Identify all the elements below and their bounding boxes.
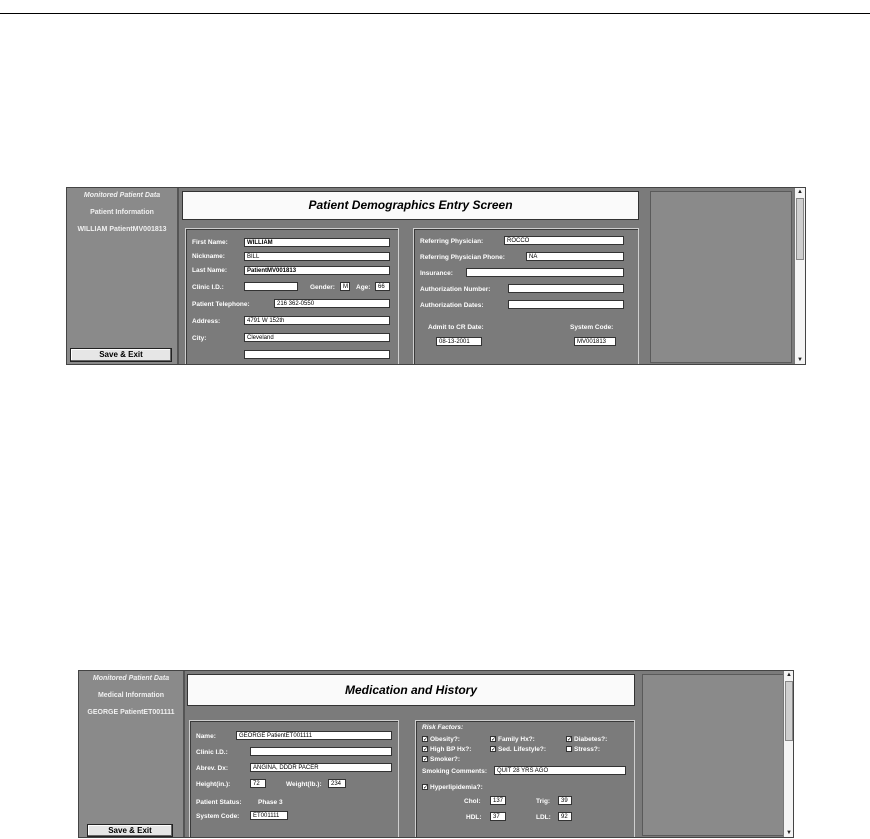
high-bp-checkbox[interactable]: ✓ [423,747,429,753]
system-code-label: System Code: [196,813,240,820]
save-exit-button[interactable]: Save & Exit [70,348,172,362]
auth-dates-field[interactable] [508,300,624,309]
ref-phone-label: Referring Physician Phone: [420,254,505,261]
diabetes-checkbox[interactable]: ✓ [567,737,573,743]
sidebar-title: Monitored Patient Data [83,192,161,199]
patient-demographics-screenshot [66,187,806,365]
scroll-down-arrow-icon[interactable]: ▼ [786,830,792,836]
sidebar-section[interactable]: Patient Information [90,209,154,216]
sidebar [67,188,179,364]
city-label: City: [192,335,207,342]
state-field[interactable] [244,350,390,359]
ldl-label: LDL: [536,814,551,821]
sidebar-patient[interactable]: GEORGE PatientET001111 [87,709,175,716]
clinic-id-label: Clinic I.D.: [196,749,228,756]
admit-date-label: Admit to CR Date: [428,324,484,331]
telephone-label: Patient Telephone: [192,301,250,308]
hyperlipidemia-label: Hyperlipidemia?: [430,784,483,791]
clinic-id-label: Clinic I.D.: [192,284,224,291]
clinic-id-field[interactable] [250,747,392,756]
family-hx-checkbox[interactable]: ✓ [491,737,497,743]
obesity-label: Obesity?: [430,736,460,743]
right-side-panel [642,674,784,836]
stress-checkbox[interactable] [566,746,572,752]
form-area [185,708,637,837]
chol-field[interactable]: 137 [490,796,506,805]
clinic-id-field[interactable] [244,282,298,291]
weight-label: Weight(lb.): [286,781,322,788]
sed-lifestyle-checkbox[interactable]: ✓ [491,747,497,753]
sidebar [79,671,185,837]
demographics-panel [185,228,399,365]
sidebar-section[interactable]: Medical Information [97,692,165,699]
system-code-label: System Code: [570,324,614,331]
first-name-field[interactable]: WILLIAM [244,238,390,247]
smoking-comments-field[interactable]: QUIT 28 YRS AGO [494,766,626,775]
height-label: Height(in.): [196,781,231,788]
family-hx-label: Family Hx?: [498,736,535,743]
abrev-dx-field[interactable]: ANGINA, DDDR PACER [250,763,392,772]
vertical-scrollbar[interactable] [783,671,794,837]
page-title: Medication and History [187,674,635,706]
high-bp-label: High BP Hx?: [430,746,472,753]
height-field[interactable]: 72 [250,779,266,788]
smoker-label: Smoker?: [430,756,460,763]
insurance-field[interactable] [466,268,624,277]
patient-panel [189,720,399,838]
risk-factors-panel [415,720,635,838]
diabetes-label: Diabetes?: [574,736,608,743]
hyperlipidemia-checkbox[interactable]: ✓ [423,785,429,791]
scroll-up-arrow-icon[interactable]: ▲ [797,189,803,195]
auth-number-field[interactable] [508,284,624,293]
ldl-field[interactable]: 92 [558,812,572,821]
last-name-field[interactable]: PatientMV001813 [244,266,390,275]
obesity-checkbox[interactable]: ✓ [423,737,429,743]
sidebar-patient[interactable]: WILLIAM PatientMV001813 [77,226,167,233]
insurance-label: Insurance: [420,270,453,277]
abrev-dx-label: Abrev. Dx: [196,765,229,772]
trig-label: Trig: [536,798,551,805]
name-label: Name: [196,733,216,740]
page-top-rule [0,13,870,14]
address-label: Address: [192,318,221,325]
auth-dates-label: Authorization Dates: [420,302,484,309]
patient-status-label: Patient Status: [196,799,242,806]
smoking-comments-label: Smoking Comments: [422,768,488,775]
ref-phone-field[interactable]: NA [526,252,624,261]
save-exit-button[interactable]: Save & Exit [87,824,173,837]
page-title: Patient Demographics Entry Screen [182,191,639,220]
city-field[interactable]: Cleveland [244,333,390,342]
smoker-checkbox[interactable]: ✓ [423,757,429,763]
hdl-label: HDL: [466,814,482,821]
ref-physician-field[interactable]: ROCCO [504,236,624,245]
scroll-thumb[interactable] [796,198,804,260]
chol-label: Chol: [464,798,481,805]
sidebar-title: Monitored Patient Data [92,675,170,682]
scroll-down-arrow-icon[interactable]: ▼ [797,357,803,363]
medication-history-screenshot [78,670,794,838]
sed-lifestyle-label: Sed. Lifestyle?: [498,746,547,753]
gender-label: Gender: [310,284,335,291]
ref-physician-label: Referring Physician: [420,238,484,245]
scroll-up-arrow-icon[interactable]: ▲ [786,672,792,678]
telephone-field[interactable]: 216 362-0550 [274,299,390,308]
risk-factors-heading: Risk Factors: [422,724,464,731]
system-code-field[interactable]: MV001813 [574,337,616,346]
name-field[interactable]: GEORGE PatientET001111 [236,731,392,740]
nickname-label: Nickname: [192,253,225,260]
admit-date-field[interactable]: 08-13-2001 [436,337,482,346]
hdl-field[interactable]: 37 [490,812,506,821]
gender-field[interactable]: M [340,282,350,291]
patient-status-value: Phase 3 [258,799,283,806]
weight-field[interactable]: 234 [328,779,346,788]
auth-number-label: Authorization Number: [420,286,491,293]
referral-panel [413,228,639,365]
scroll-thumb[interactable] [785,681,793,741]
form-area [181,222,643,364]
system-code-field[interactable]: ET001111 [250,811,288,820]
age-field[interactable]: 66 [375,282,390,291]
last-name-label: Last Name: [192,267,228,274]
nickname-field[interactable]: BILL [244,252,390,261]
first-name-label: First Name: [192,239,228,246]
right-side-panel [650,191,792,363]
address-field[interactable]: 4791 W 152th [244,316,390,325]
trig-field[interactable]: 39 [558,796,572,805]
age-label: Age: [356,284,371,291]
vertical-scrollbar[interactable] [794,188,805,364]
stress-label: Stress?: [574,746,601,753]
